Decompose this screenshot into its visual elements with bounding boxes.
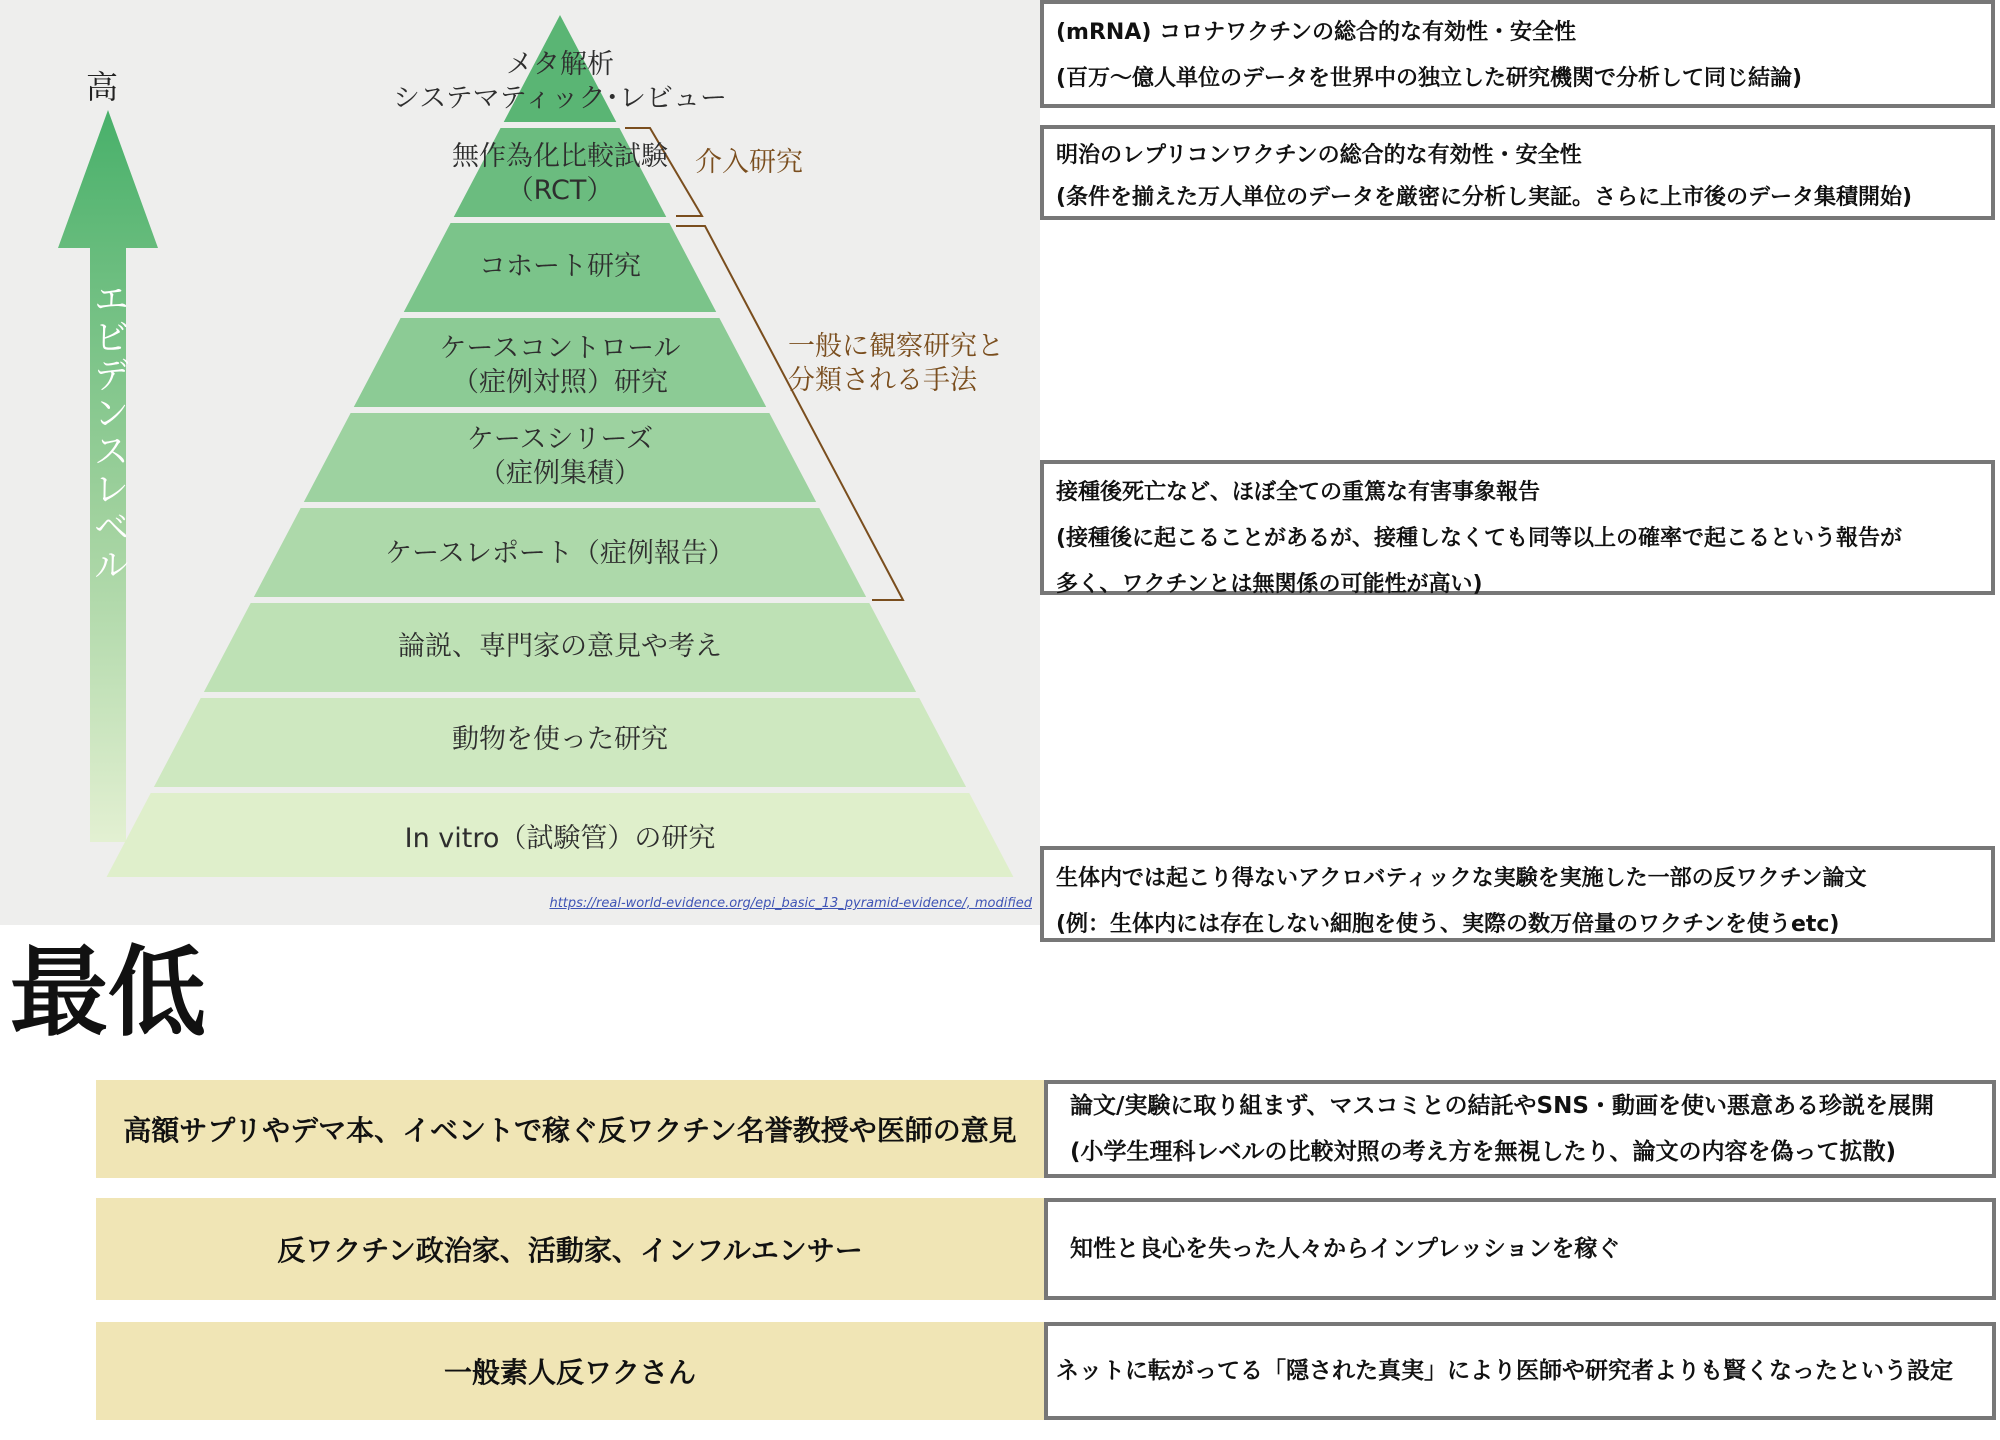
- note-in-vitro: [1040, 846, 1995, 942]
- note-line: (条件を揃えた万人単位のデータを厳密に分析し実証。さらに上市後のデータ集積開始): [1056, 185, 1913, 210]
- tier-label: 一般素人反ワクさん: [96, 1322, 1044, 1420]
- tier-desc: [1044, 1080, 1996, 1178]
- tier-desc-line: ネットに転がってる「隠された真実」により医師や研究者よりも賢くなったという設定: [1056, 1358, 1953, 1384]
- layer-label-animal-study: 動物を使った研究: [452, 724, 668, 755]
- layer-label-rct: 無作為化比較試験 （RCT）: [452, 141, 668, 206]
- layer-label-case-report: ケースレポート（症例報告）: [385, 538, 735, 569]
- note-meta-analysis: [1040, 0, 1995, 108]
- layer-label-case-series: ケースシリーズ （症例集積）: [466, 424, 654, 489]
- tier-label: 反ワクチン政治家、活動家、インフルエンサー: [96, 1198, 1044, 1300]
- evidence-level-caption: エビデンスレベル: [88, 280, 129, 584]
- lowest-title: 最低: [10, 936, 207, 1050]
- intervention-bracket-label: 介入研究: [695, 147, 803, 178]
- layer-label-expert-opinion: 論説、専門家の意見や考え: [398, 631, 722, 662]
- layer-label-case-control: ケースコントロール （症例対照）研究: [439, 333, 681, 398]
- tier-desc: [1044, 1322, 1996, 1420]
- layer-label-in-vitro: In vitro（試験管）の研究: [404, 823, 716, 854]
- tier-row-anti-vax-laypeople: [96, 1322, 1996, 1420]
- evidence-pyramid-panel: [0, 0, 1040, 925]
- note-case-report: [1040, 460, 1995, 595]
- note-line: (接種後に起こることがあるが、接種しなくても同等以上の確率で起こるという報告が: [1056, 526, 1903, 551]
- observational-bracket-label: 一般に観察研究と 分類される手法: [788, 331, 1004, 396]
- source-link[interactable]: https://real-world-evidence.org/epi_basic_13_pyramid-evidence/, modified: [549, 896, 1032, 911]
- tier-desc: [1044, 1198, 1996, 1300]
- tier-row-anti-vax-professors: [96, 1080, 1996, 1178]
- note-line: 多く、ワクチンとは無関係の可能性が高い): [1056, 572, 1483, 597]
- arrow-top-label: 高: [86, 68, 119, 106]
- note-line: 生体内では起こり得ないアクロバティックな実験を実施した一部の反ワクチン論文: [1056, 866, 1867, 891]
- layer-label-meta-analysis: メタ解析 システマティック･レビュー: [393, 49, 727, 114]
- note-line: 明治のレプリコンワクチンの総合的な有効性・安全性: [1056, 143, 1582, 168]
- note-line: (例：生体内には存在しない細胞を使う、実際の数万倍量のワクチンを使うetc): [1056, 912, 1840, 937]
- note-line: (mRNA) コロナワクチンの総合的な有効性・安全性: [1056, 20, 1576, 45]
- layer-label-cohort: コホート研究: [479, 251, 641, 282]
- tier-desc-line: (小学生理科レベルの比較対照の考え方を無視したり、論文の内容を偽って拡散): [1070, 1139, 1897, 1165]
- tier-label: 高額サプリやデマ本、イベントで稼ぐ反ワクチン名誉教授や医師の意見: [96, 1080, 1044, 1178]
- note-rct: [1040, 125, 1995, 220]
- tier-row-anti-vax-politicians: [96, 1198, 1996, 1300]
- tier-desc-line: 知性と良心を失った人々からインプレッションを稼ぐ: [1070, 1236, 1621, 1262]
- tier-desc-line: 論文/実験に取り組まず、マスコミとの結託やSNS・動画を使い悪意ある珍説を展開: [1070, 1093, 1934, 1119]
- note-line: (百万〜億人単位のデータを世界中の独立した研究機関で分析して同じ結論): [1056, 66, 1803, 91]
- note-line: 接種後死亡など、ほぼ全ての重篤な有害事象報告: [1056, 480, 1541, 505]
